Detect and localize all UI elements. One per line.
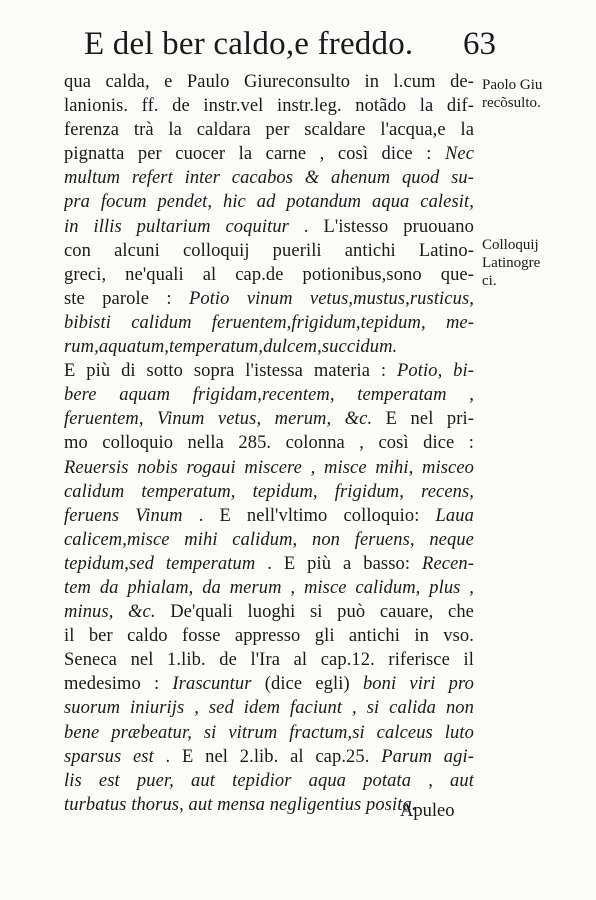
italic-latin-span: Recen- bbox=[422, 553, 474, 574]
text-line bbox=[64, 480, 474, 504]
text-line bbox=[64, 287, 474, 311]
italic-latin-span: Parum agi- bbox=[381, 746, 474, 767]
margin-note-line: ci. bbox=[482, 273, 497, 289]
italic-latin-span: boni viri pro bbox=[362, 674, 474, 695]
italic-latin-span: multum refert inter cacabos & ahenum quod su- bbox=[64, 168, 474, 189]
italic-latin-span: Potio, bi- bbox=[396, 361, 474, 382]
text-span: con alcuni colloquij puerili antichi Latino- bbox=[64, 240, 474, 261]
margin-note-line: Paolo Giu bbox=[482, 77, 543, 93]
text-line bbox=[64, 456, 474, 480]
catchword: Apuleo bbox=[400, 801, 455, 821]
text-line bbox=[64, 383, 474, 407]
text-line bbox=[64, 407, 474, 431]
margin-note-line: Latinogre bbox=[482, 255, 541, 271]
italic-latin-span: suorum iniurijs , sed idem faciunt , si calida non bbox=[64, 698, 474, 719]
text-line bbox=[64, 721, 474, 745]
text-span: pignatta per cuocer la carne , così dice : bbox=[64, 144, 445, 165]
italic-latin-span: Laua bbox=[435, 505, 474, 526]
text-line bbox=[64, 359, 474, 383]
text-span: . E nel 2.lib. al cap.25. bbox=[153, 746, 382, 767]
italic-latin-span: lis est puer, aut tepidior aqua potata , aut bbox=[64, 770, 474, 791]
main-text-block bbox=[64, 70, 474, 817]
italic-latin-span: in illis pultarium coquitur bbox=[64, 216, 289, 237]
italic-latin-span: Irascuntur bbox=[172, 674, 252, 695]
italic-latin-span: rum,aquatum,temperatum,dulcem,succidum. bbox=[64, 337, 398, 358]
text-line bbox=[64, 745, 474, 769]
text-span: . E più a basso: bbox=[255, 553, 423, 574]
italic-latin-span: turbatus thorus, aut mensa negligentius posita. bbox=[64, 794, 417, 815]
text-line bbox=[64, 672, 474, 696]
text-span: medesimo : bbox=[64, 674, 173, 695]
text-line bbox=[64, 335, 474, 359]
margin-note-colloquij-latinogreci bbox=[482, 236, 590, 290]
text-span: lanionis. ff. de instr.vel instr.leg. notãdo la dif- bbox=[64, 96, 474, 117]
text-span: (dice egli) bbox=[251, 674, 363, 695]
text-span: greci, ne'quali al cap.de potionibus,sono que- bbox=[64, 264, 474, 285]
text-line bbox=[64, 70, 474, 94]
text-line bbox=[64, 190, 474, 214]
text-span: qua calda, e Paulo Giureconsulto in l.cum de- bbox=[64, 72, 474, 92]
margin-note-paolo-giureconsulto bbox=[482, 76, 590, 112]
text-span: De'quali luoghi si può cauare, che bbox=[155, 602, 474, 623]
text-line bbox=[64, 576, 474, 600]
italic-latin-span: bere aquam frigidam,recentem, temperatam , bbox=[64, 385, 474, 406]
italic-latin-span: pra focum pendet, hic ad potandum aqua calesit, bbox=[64, 192, 474, 213]
italic-latin-span: tepidum,sed temperatum bbox=[64, 553, 256, 574]
running-head: E del ber caldo,e freddo. bbox=[84, 26, 414, 62]
text-line bbox=[64, 600, 474, 624]
text-line bbox=[64, 94, 474, 118]
italic-latin-span: Potio vinum vetus,mustus,rusticus, bbox=[188, 288, 474, 309]
text-span: E nel pri- bbox=[372, 409, 474, 430]
text-line bbox=[64, 769, 474, 793]
italic-latin-span: feruens Vinum bbox=[64, 505, 183, 526]
italic-latin-span: calidum temperatum, tepidum, frigidum, recens, bbox=[64, 481, 474, 502]
text-line bbox=[64, 552, 474, 576]
italic-latin-span: feruentem, Vinum vetus, merum, &c. bbox=[64, 409, 373, 430]
text-span: mo colloquio nella 285. colonna , così dice : bbox=[64, 433, 474, 454]
italic-latin-span: Reuersis nobis rogaui miscere , misce mihi, misceo bbox=[64, 457, 474, 478]
italic-latin-span: minus, &c. bbox=[64, 602, 156, 623]
text-span: il ber caldo fosse appresso gli antichi in vso. bbox=[64, 626, 474, 647]
text-line bbox=[64, 431, 474, 455]
text-line bbox=[64, 215, 474, 239]
text-span: ste parole : bbox=[64, 288, 189, 309]
italic-latin-span: tem da phialam, da merum , misce calidum, plus , bbox=[64, 577, 474, 598]
text-span: . L'istesso pruouano bbox=[288, 216, 474, 237]
text-span: . E nell'vltimo colloquio: bbox=[182, 505, 436, 526]
margin-note-line: recõsulto. bbox=[482, 95, 541, 111]
text-line bbox=[64, 648, 474, 672]
italic-latin-span: bibisti calidum feruentem,frigidum,tepidum, me- bbox=[64, 312, 474, 333]
text-line bbox=[64, 239, 474, 263]
text-line bbox=[64, 311, 474, 335]
text-line bbox=[64, 504, 474, 528]
text-span: Seneca nel 1.lib. de l'Ira al cap.12. riferisce il bbox=[64, 650, 474, 671]
italic-latin-span: calicem,misce mihi calidum, non feruens, neque bbox=[64, 529, 474, 550]
text-line bbox=[64, 528, 474, 552]
text-line bbox=[64, 166, 474, 190]
text-line bbox=[64, 263, 474, 287]
text-line bbox=[64, 142, 474, 166]
italic-latin-span: bene præbeatur, si vitrum fractum,si calceus luto bbox=[64, 722, 474, 743]
italic-latin-span: Nec bbox=[444, 144, 474, 165]
text-line bbox=[64, 624, 474, 648]
text-span: E più di sotto sopra l'istessa materia : bbox=[64, 361, 397, 382]
text-line bbox=[64, 118, 474, 142]
italic-latin-span: sparsus est bbox=[64, 746, 154, 767]
page-number: 63 bbox=[463, 26, 496, 62]
text-span: ferenza trà la caldara per scaldare l'acqua,e la bbox=[64, 120, 474, 141]
page-header bbox=[84, 22, 496, 70]
text-line bbox=[64, 696, 474, 720]
margin-note-line: Colloquij bbox=[482, 237, 539, 253]
